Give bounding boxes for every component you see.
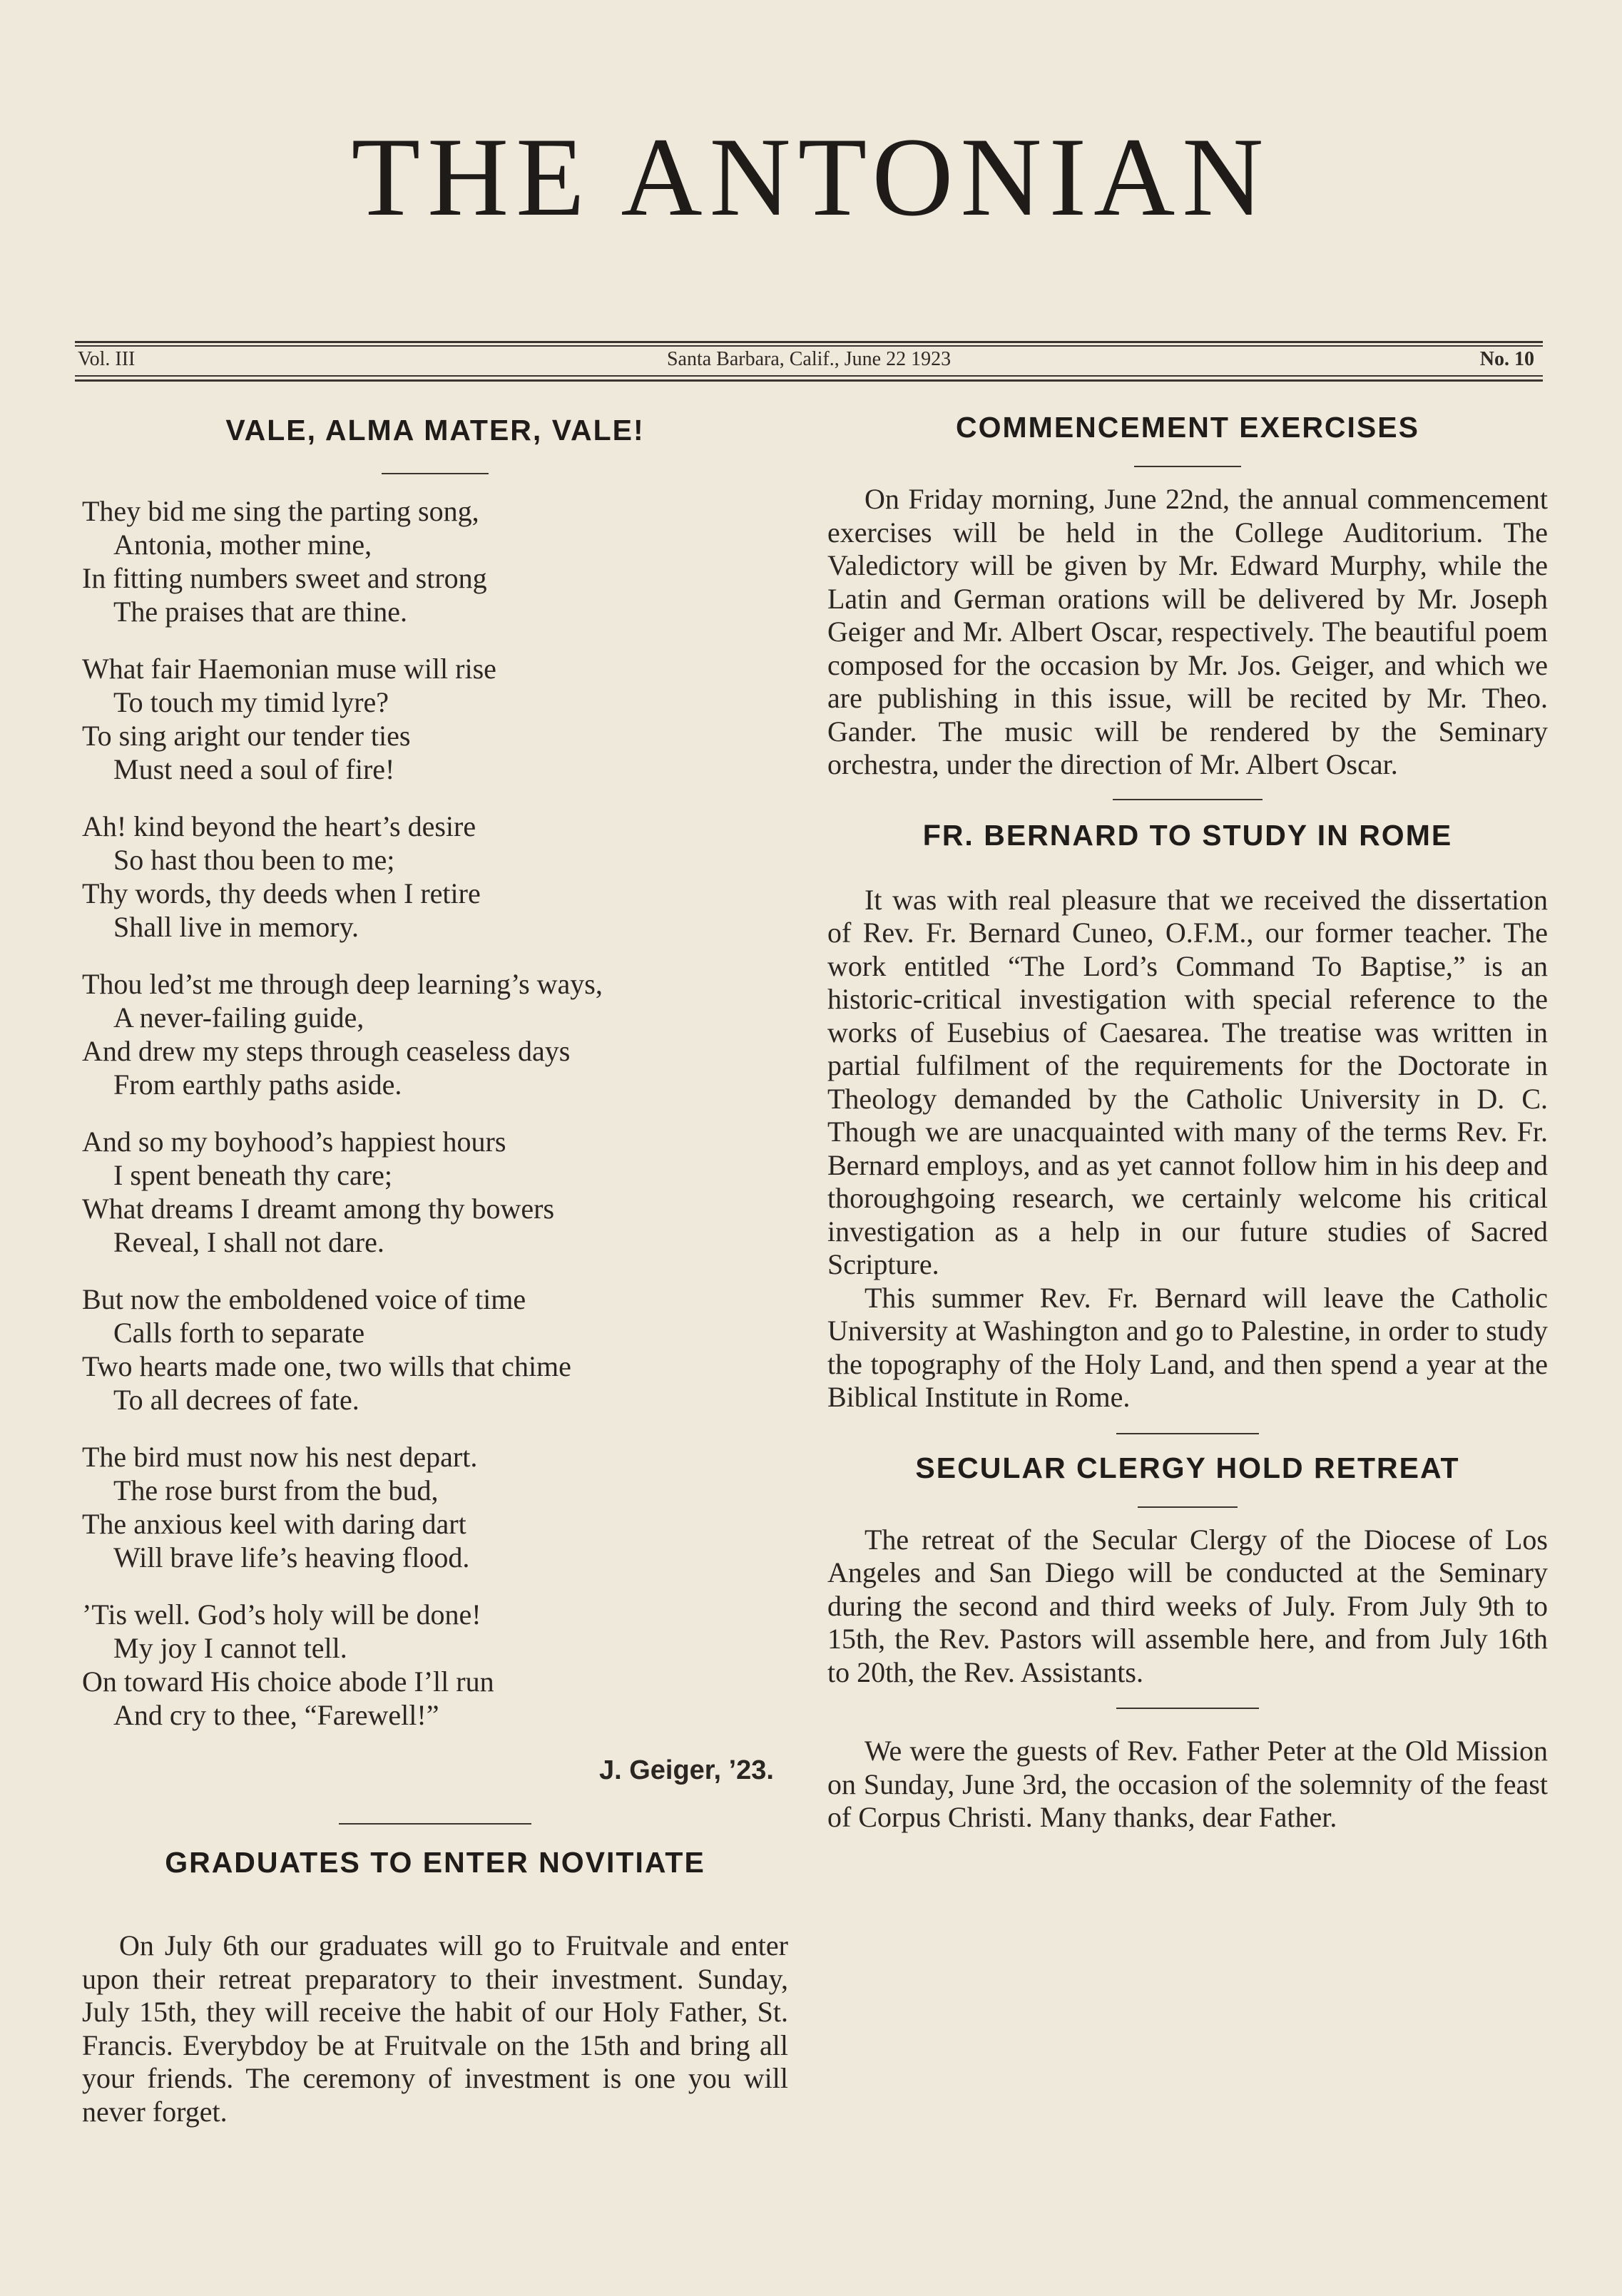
section-divider (1116, 1433, 1259, 1434)
poem-line: The rose burst from the bud, (113, 1474, 439, 1506)
dateline (75, 348, 1543, 374)
poem-stanza (82, 967, 788, 1101)
article-commencement (827, 411, 1548, 782)
dateline-top-rule (75, 341, 1543, 343)
place-date: Santa Barbara, Calif., June 22 1923 (666, 348, 952, 370)
retreat-title: SECULAR CLERGY HOLD RETREAT (915, 1451, 1460, 1484)
poem-signature: J. Geiger, ’23. (598, 1755, 774, 1785)
poem-line: Calls forth to separate (113, 1317, 365, 1349)
poem-line: Reveal, I shall not dare. (113, 1226, 384, 1258)
article-guests (827, 1735, 1548, 1835)
poem-line: The praises that are thine. (113, 596, 408, 628)
poem-line: And cry to thee, “Farewell!” (113, 1699, 439, 1731)
poem-line: To sing aright our tender ties (82, 720, 411, 752)
commencement-paragraph: On Friday morning, June 22nd, the annual commencement exercises will be held in the College Auditorium. The Valedictory will be given by Mr. Edward Murphy, while the Latin and German orations will be delivered by Mr. Joseph Geiger and Mr. Albert Oscar, respectively. The beautiful poem composed for the occasion by Mr. Jos. Geiger, and which we are publishing in this issue, will be recited by Mr. Theo. Gander. The music will be rendered by the Seminary orchestra, under the direction of Mr. Albert Oscar. (827, 483, 1548, 780)
poem-line: Must need a soul of fire! (113, 753, 395, 785)
poem-stanza (82, 810, 788, 944)
poem-stanza (82, 1282, 788, 1417)
poem-line: What fair Haemonian muse will rise (82, 653, 496, 685)
masthead-title: THE ANTONIAN (351, 115, 1271, 240)
novitiate-title: GRADUATES TO ENTER NOVITIATE (165, 1846, 705, 1879)
poem-line: So hast thou been to me; (113, 844, 395, 876)
section-divider (339, 1823, 531, 1825)
article-novitiate (82, 1846, 788, 2128)
poem-line: To touch my timid lyre? (113, 686, 389, 718)
poem-line: Shall live in memory. (113, 911, 359, 943)
poem-line: In fitting numbers sweet and strong (82, 562, 487, 594)
poem-line: What dreams I dreamt among thy bowers (82, 1193, 555, 1225)
issue-number: No. 10 (1479, 348, 1534, 370)
poem-stanza (82, 1125, 788, 1259)
poem-line: Will brave life’s heaving flood. (113, 1541, 470, 1573)
dateline-bottom-rule-inner (75, 375, 1543, 377)
poem-line: Thy words, thy deeds when I retire (82, 877, 481, 909)
poem-stanza (82, 1598, 788, 1732)
left-column (82, 385, 788, 2128)
poem-line: They bid me sing the parting song, (82, 495, 479, 527)
section-divider (1113, 799, 1263, 800)
poem-title: VALE, ALMA MATER, VALE! (225, 414, 645, 447)
dateline-bottom-rule (75, 379, 1543, 382)
poem-line: A never-failing guide, (113, 1001, 364, 1034)
retreat-title-rule (1138, 1506, 1238, 1508)
poem-line: Antonia, mother mine, (113, 529, 372, 561)
poem-line: But now the emboldened voice of time (82, 1283, 526, 1315)
poem-line: To all decrees of fate. (113, 1384, 359, 1416)
article-bernard (827, 819, 1548, 1414)
poem-line: From earthly paths aside. (113, 1068, 402, 1101)
commencement-title: COMMENCEMENT EXERCISES (956, 411, 1419, 444)
article-retreat (827, 1451, 1548, 1690)
poem-line: My joy I cannot tell. (113, 1632, 347, 1664)
volume-label: Vol. III (78, 348, 136, 370)
poem-line: And drew my steps through ceaseless days (82, 1035, 571, 1067)
poem (82, 494, 788, 1732)
poem-line: And so my boyhood’s happiest hours (82, 1126, 506, 1158)
poem-line: The bird must now his nest depart. (82, 1441, 478, 1473)
poem-title-rule (382, 473, 489, 474)
retreat-paragraph: The retreat of the Secular Clergy of the Diocese of Los Angeles and San Diego will be conducted at the Seminary during the second and third weeks of July. From July 9th to 15th, the Rev. Pastors will assemble here, and from July 16th to 20th, the Rev. Assistants. (827, 1523, 1548, 1688)
right-column (827, 385, 1548, 1835)
poem-line: I spent beneath thy care; (113, 1159, 392, 1191)
poem-stanza (82, 1440, 788, 1574)
poem-line: On toward His choice abode I’ll run (82, 1665, 494, 1698)
poem-line: Ah! kind beyond the heart’s desire (82, 810, 476, 842)
poem-line: ’Tis well. God’s holy will be done! (82, 1598, 481, 1631)
poem-line: Thou led’st me through deep learning’s ways, (82, 968, 603, 1000)
bernard-title: FR. BERNARD TO STUDY IN ROME (922, 818, 1453, 852)
poem-stanza (82, 652, 788, 786)
bernard-paragraph-1: It was with real pleasure that we received the dissertation of Rev. Fr. Bernard Cuneo, O.F.M., our former teacher. The work entitled “The Lord’s Command To Baptise,” is an historic-critical investigation with special reference to the works of Eusebius of Caesarea. The treatise was written in partial fulfilment of the requirements for the Doctorate in Theology demanded by the Catholic University in D. C. Though we are unacquainted with many of the terms Rev. Fr. Bernard employs, and as yet cannot follow him in his deep and thoroughgoing research, we certainly welcome his critical investigation as a help in our future studies of Sacred Scripture. (827, 883, 1548, 1280)
dateline-top-rule-inner (75, 345, 1543, 347)
novitiate-paragraph: On July 6th our graduates will go to Fruitvale and enter upon their retreat preparatory to their investment. Sunday, July 15th, they will receive the habit of our Holy Father, St. Francis. Everybdoy be at Fruitvale on the 15th and bring all your friends. The ceremony of investment is one you will never forget. (82, 1929, 788, 2128)
poem-line: Two hearts made one, two wills that chime (82, 1350, 571, 1382)
poem-line: The anxious keel with daring dart (82, 1508, 466, 1540)
commencement-title-rule (1134, 466, 1241, 467)
bernard-paragraph-2: This summer Rev. Fr. Bernard will leave the Catholic University at Washington and go to Palestine, in order to study the topography of the Holy Land, and then spend a year at the Biblical Institute in Rome. (827, 1281, 1548, 1413)
section-divider (1116, 1708, 1259, 1709)
poem-stanza (82, 494, 788, 628)
guests-paragraph: We were the guests of Rev. Father Peter at the Old Mission on Sunday, June 3rd, the occasion of the solemnity of the feast of Corpus Christi. Many thanks, dear Father. (827, 1735, 1548, 1833)
